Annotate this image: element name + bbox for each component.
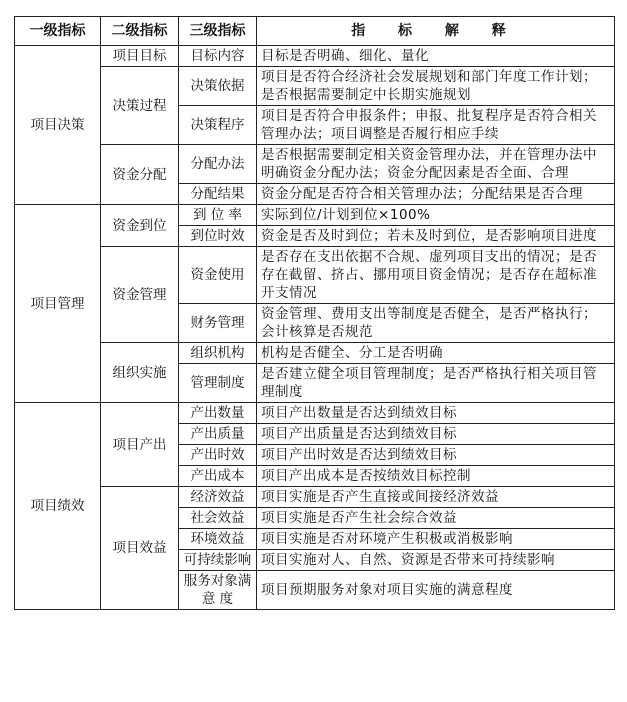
explain-cell: 资金分配是否符合相关管理办法；分配结果是否合理 [257,184,615,205]
header-explanation: 指 标 解 释 [257,17,615,46]
level3-cell: 到 位 率 [179,205,257,226]
explain-cell: 项目实施对人、自然、资源是否带来可持续影响 [257,550,615,571]
explain-cell: 是否存在支出依据不合规、虚列项目支出的情况；是否存在截留、挤占、挪用项目资金情况；是否存在超标准开支情况 [257,247,615,304]
level1-cell: 项目绩效 [15,403,101,610]
explain-cell: 项目产出质量是否达到绩效目标 [257,424,615,445]
header-level1: 一级指标 [15,17,101,46]
header-row [15,17,615,46]
explain-cell: 项目产出时效是否达到绩效目标 [257,445,615,466]
level3-cell: 分配办法 [179,145,257,184]
level2-cell: 项目产出 [101,403,179,487]
level2-cell: 资金分配 [101,145,179,205]
explain-cell: 实际到位/计划到位×100% [257,205,615,226]
explain-cell: 项目预期服务对象对项目实施的满意程度 [257,571,615,610]
table-row [15,46,615,67]
level3-cell: 到位时效 [179,226,257,247]
level3-cell: 服务对象满 意 度 [179,571,257,610]
header-level2: 二级指标 [101,17,179,46]
table-row [15,487,615,508]
level3-cell: 资金使用 [179,247,257,304]
level3-cell: 管理制度 [179,364,257,403]
level3-cell: 社会效益 [179,508,257,529]
explain-cell: 资金是否及时到位；若未及时到位，是否影响项目进度 [257,226,615,247]
level2-cell: 决策过程 [101,67,179,145]
explain-cell: 项目是否符合申报条件；申报、批复程序是否符合相关管理办法；项目调整是否履行相应手续 [257,106,615,145]
explain-cell: 是否根据需要制定相关资金管理办法，并在管理办法中明确资金分配办法；资金分配因素是否全面、合理 [257,145,615,184]
level3-cell: 决策程序 [179,106,257,145]
table-row [15,343,615,364]
table-row [15,67,615,106]
level2-cell: 组织实施 [101,343,179,403]
level3-cell: 组织机构 [179,343,257,364]
level3-cell: 财务管理 [179,304,257,343]
table-row [15,247,615,304]
level2-cell: 项目目标 [101,46,179,67]
level3-cell: 决策依据 [179,67,257,106]
table-row [15,145,615,184]
explain-cell: 机构是否健全、分工是否明确 [257,343,615,364]
explain-cell: 目标是否明确、细化、量化 [257,46,615,67]
level3-cell: 环境效益 [179,529,257,550]
level1-cell: 项目管理 [15,205,101,403]
explain-cell: 是否建立健全项目管理制度；是否严格执行相关项目管理制度 [257,364,615,403]
explain-cell: 资金管理、费用支出等制度是否健全，是否严格执行；会计核算是否规范 [257,304,615,343]
level3-cell: 目标内容 [179,46,257,67]
level3-cell: 产出时效 [179,445,257,466]
explain-cell: 项目实施是否对环境产生积极或消极影响 [257,529,615,550]
level3-cell: 产出成本 [179,466,257,487]
explain-cell: 项目产出成本是否按绩效目标控制 [257,466,615,487]
explain-cell: 项目是否符合经济社会发展规划和部门年度工作计划；是否根据需要制定中长期实施规划 [257,67,615,106]
level1-cell: 项目决策 [15,46,101,205]
level3-cell: 经济效益 [179,487,257,508]
header-level3: 三级指标 [179,17,257,46]
indicator-table [14,16,615,610]
explain-cell: 项目产出数量是否达到绩效目标 [257,403,615,424]
explain-cell: 项目实施是否产生直接或间接经济效益 [257,487,615,508]
level3-cell: 产出数量 [179,403,257,424]
level3-cell: 产出质量 [179,424,257,445]
level2-cell: 资金管理 [101,247,179,343]
level2-cell: 项目效益 [101,487,179,610]
table-row [15,205,615,226]
level2-cell: 资金到位 [101,205,179,247]
explain-cell: 项目实施是否产生社会综合效益 [257,508,615,529]
table-row [15,403,615,424]
level3-cell: 可持续影响 [179,550,257,571]
level3-cell: 分配结果 [179,184,257,205]
